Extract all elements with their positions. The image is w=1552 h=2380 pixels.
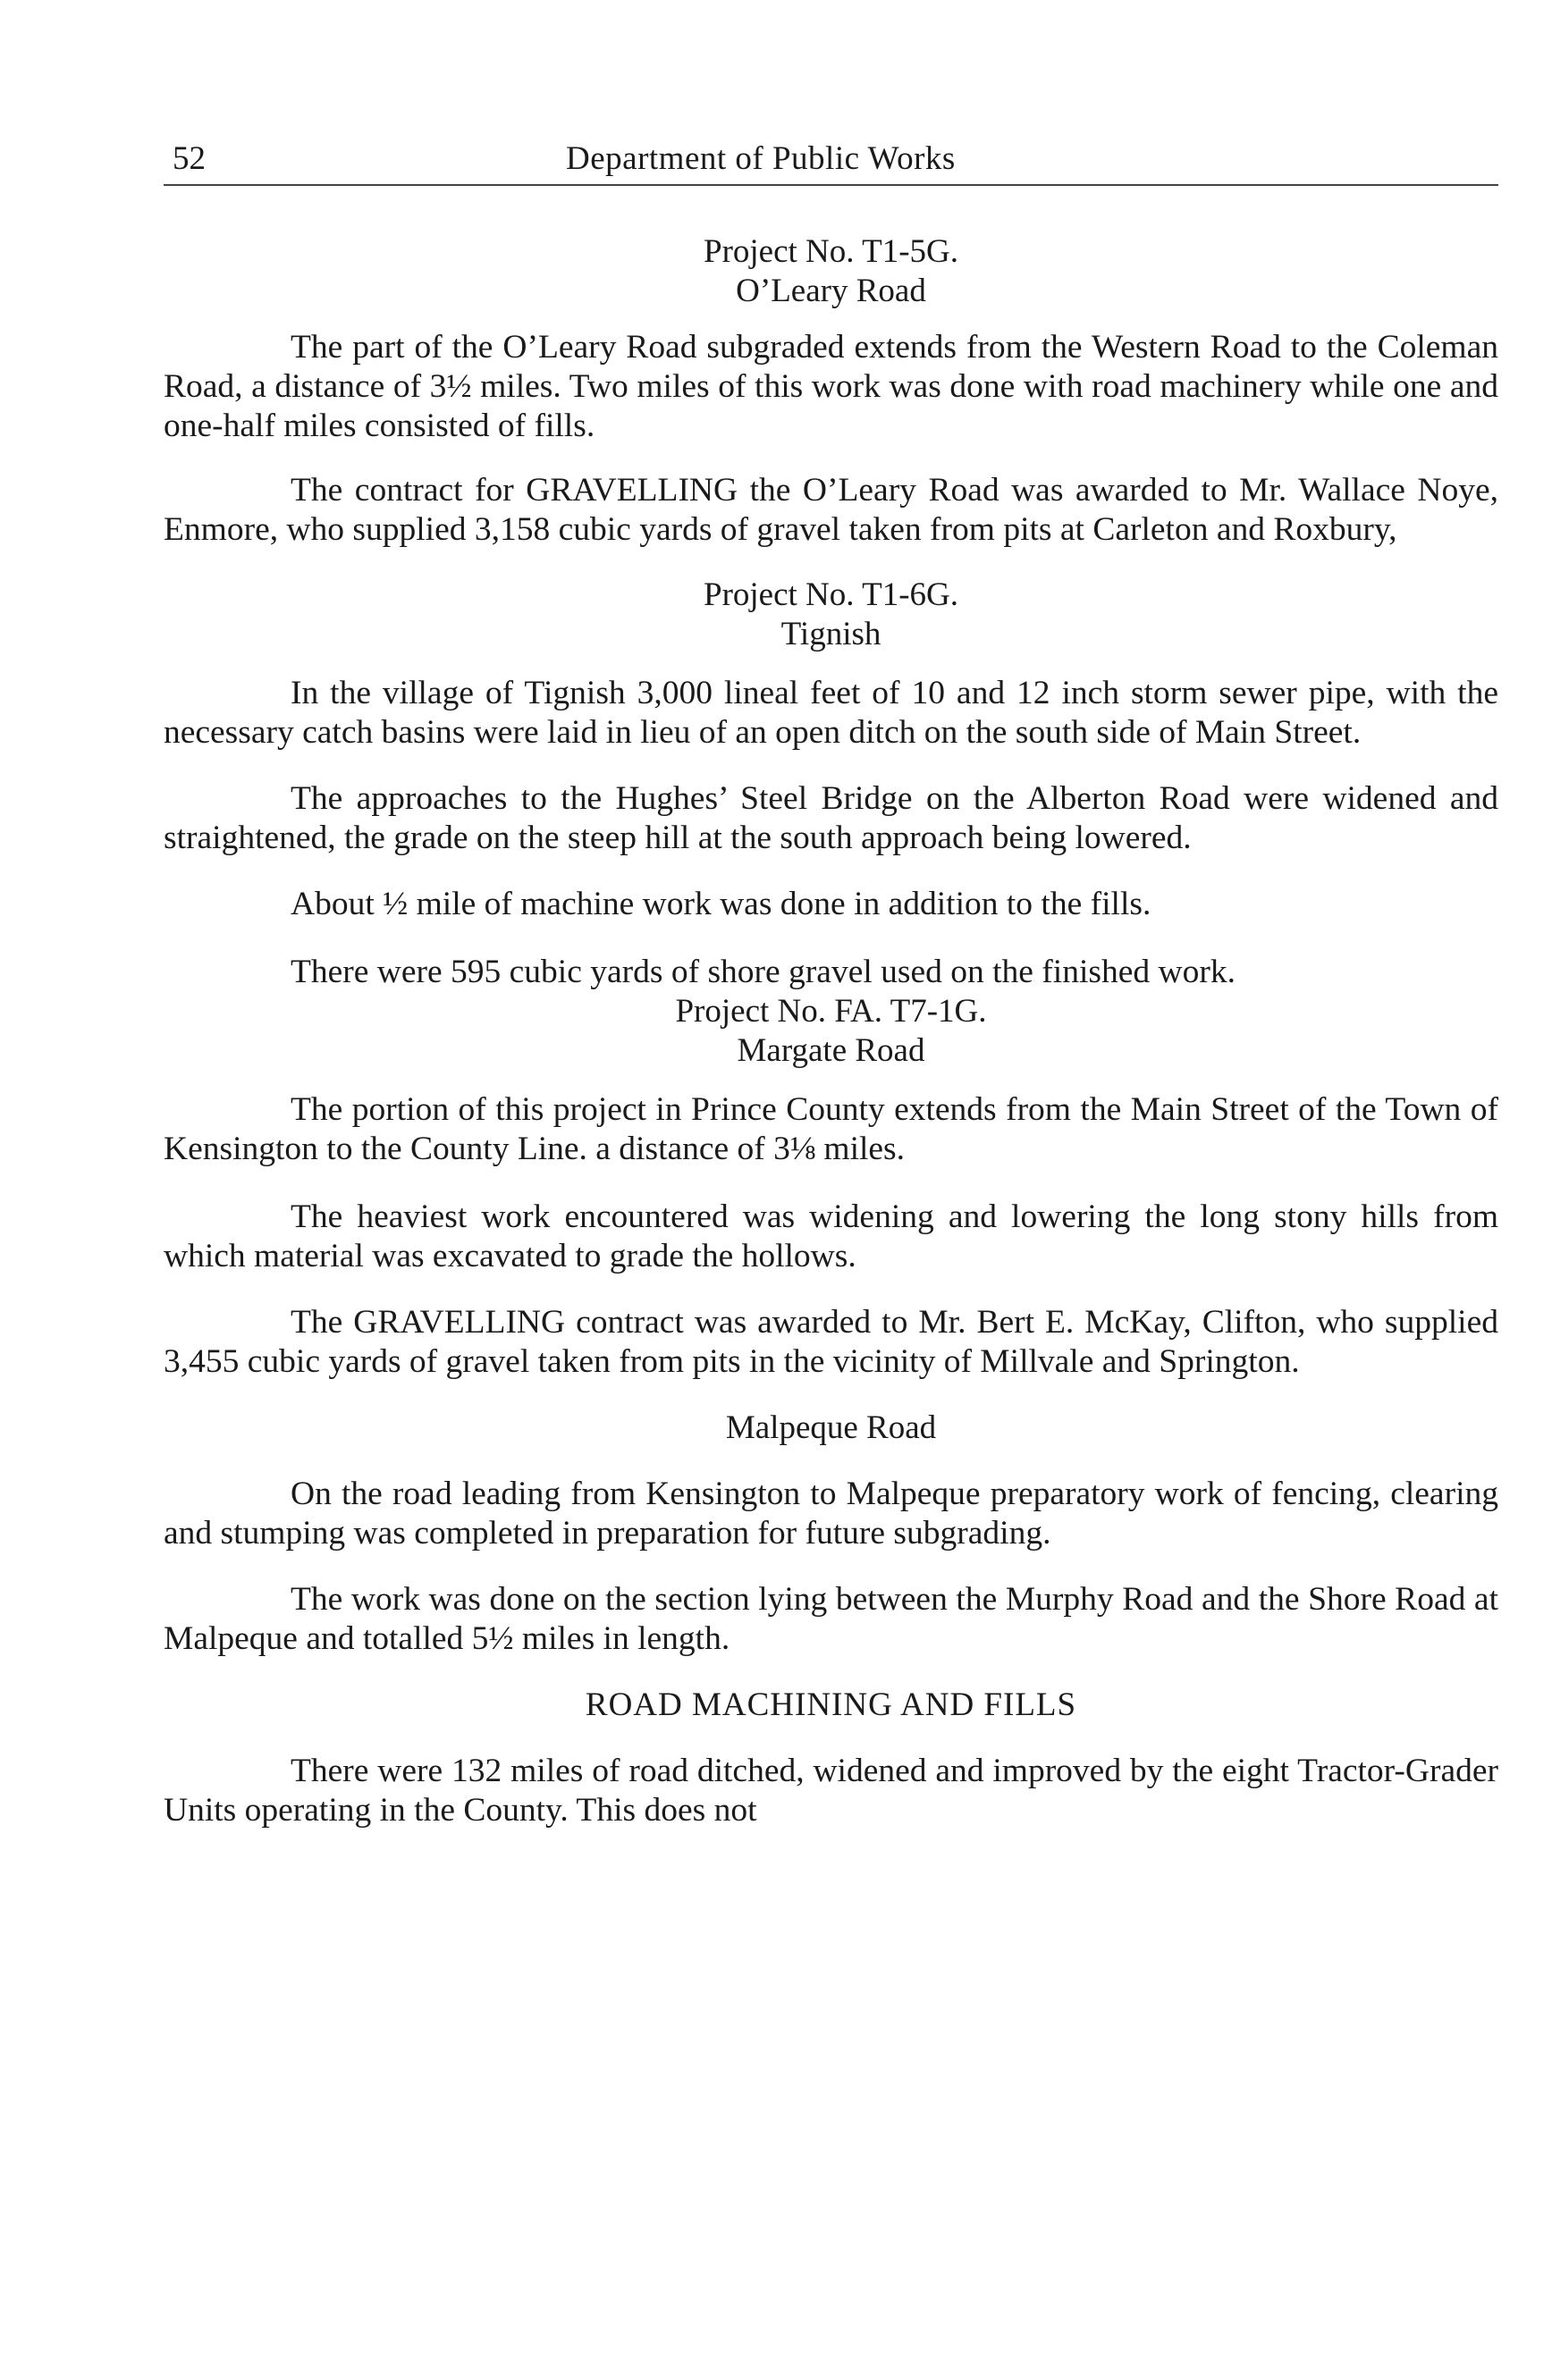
section-title: Margate Road [737, 1032, 925, 1069]
paragraph: The contract for GRAVELLING the O’Leary Road was awarded to Mr. Wallace Noye, Enmore, who supplied 3,158 cubic yards of gravel taken from pits at Carleton and Roxbury, [164, 472, 1498, 548]
project-number-heading: Project No. T1-5G. [704, 233, 958, 270]
paragraph: On the road leading from Kensington to Malpeque preparatory work of fencing, clearing and stumping was completed in preparation for future subgrading. [164, 1476, 1498, 1552]
paragraph: About ½ mile of machine work was done in addition to the fills. [291, 886, 1151, 922]
paragraph: The work was done on the section lying between the Murphy Road and the Shore Road at Malpeque and totalled 5½ miles in length. [164, 1581, 1498, 1657]
section-title: O’Leary Road [736, 273, 926, 309]
section-malpeque-road [164, 1409, 1498, 1659]
running-header [164, 134, 1498, 186]
section-margate-road [164, 992, 1498, 1382]
section-road-machining [164, 1686, 1498, 1830]
paragraph: The part of the O’Leary Road subgraded extends from the Western Road to the Coleman Road, a distance of 3½ miles. Two miles of this work was done with road machinery while one and one-half miles consisted of fills. [164, 329, 1498, 444]
section-oleary-road [164, 232, 1498, 550]
section-title: Malpeque Road [725, 1409, 937, 1446]
paragraph: The approaches to the Hughes’ Steel Bridge on the Alberton Road were widened and straightened, the grade on the steep hill at the south approach being lowered. [164, 780, 1498, 856]
paragraph: There were 132 miles of road ditched, widened and improved by the eight Tractor-Grader Units operating in the County. This does not [164, 1753, 1498, 1829]
paragraph: The portion of this project in Prince County extends from the Main Street of the Town of Kensington to the County Line. a distance of 3⅛ miles. [164, 1091, 1498, 1167]
paragraph: There were 595 cubic yards of shore gravel used on the finished work. [291, 954, 1236, 990]
section-title: ROAD MACHINING AND FILLS [585, 1686, 1077, 1723]
running-title: Department of Public Works [566, 140, 956, 177]
section-tignish [164, 576, 1498, 992]
project-number-heading: Project No. FA. T7-1G. [675, 993, 987, 1030]
paragraph: The heaviest work encountered was widening and lowering the long stony hills from which material was excavated to grade the hollows. [164, 1198, 1498, 1274]
section-title: Tignish [780, 616, 881, 652]
document-page [164, 134, 1498, 1830]
paragraph: The GRAVELLING contract was awarded to Mr. Bert E. McKay, Clifton, who supplied 3,455 cubic yards of gravel taken from pits in the vicinity of Millvale and Springton. [164, 1304, 1498, 1380]
paragraph: In the village of Tignish 3,000 lineal feet of 10 and 12 inch storm sewer pipe, with the necessary catch basins were laid in lieu of an open ditch on the south side of Main Street. [164, 675, 1498, 751]
project-number-heading: Project No. T1-6G. [704, 576, 958, 613]
page-number: 52 [173, 140, 206, 177]
